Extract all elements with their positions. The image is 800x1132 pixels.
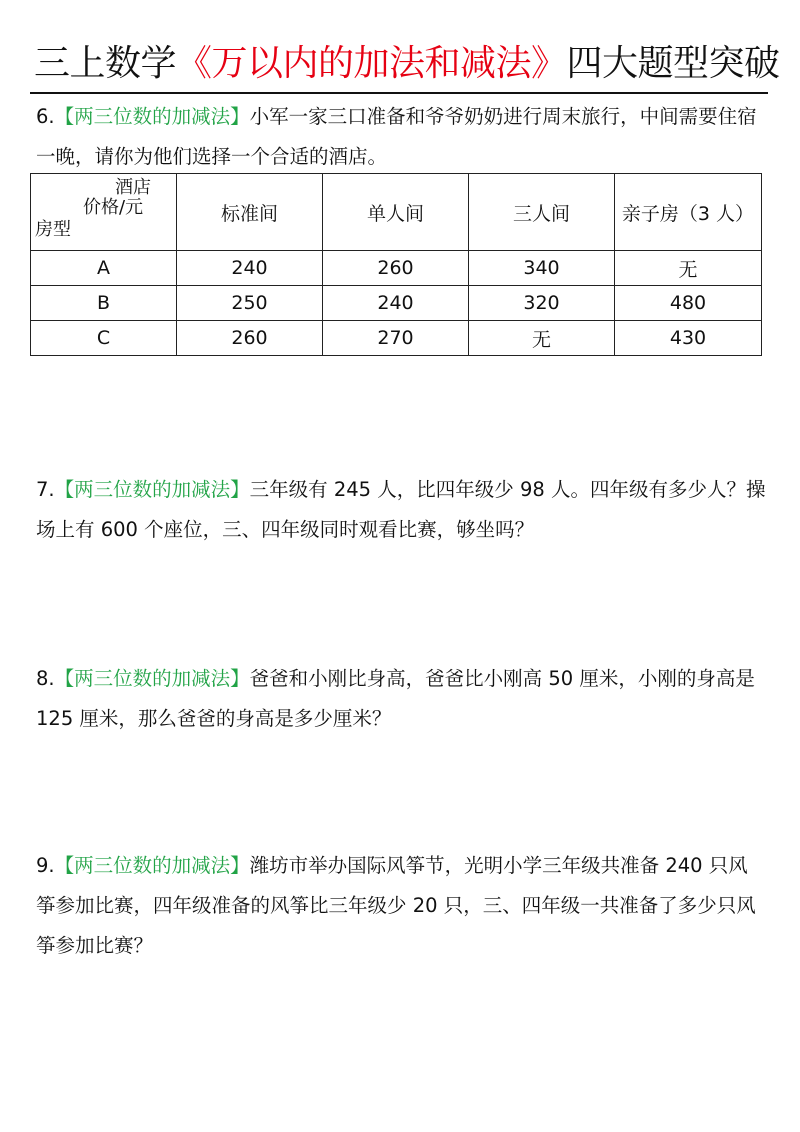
- title-suffix: 四大题型突破: [566, 43, 780, 84]
- table-row: [31, 251, 762, 286]
- column-header: 三人间: [469, 174, 615, 251]
- table-cell: 270: [323, 321, 469, 356]
- question-text: 潍坊市举办国际风筝节，光明小学三年级共准备 240 只风筝参加比赛，四年级准备的风筝比三年级少 20 只，三、四年级一共准备了多少只风筝参加比赛？: [36, 854, 756, 957]
- corner-label-room: 房型: [35, 219, 71, 240]
- row-header-hotel: B: [31, 286, 177, 321]
- column-header: 单人间: [323, 174, 469, 251]
- table-cell: 260: [323, 251, 469, 286]
- table-cell: 240: [323, 286, 469, 321]
- table-cell: 无: [615, 251, 762, 286]
- corner-label-hotel: 酒店: [115, 177, 151, 198]
- column-header: 亲子房（3 人）: [615, 174, 762, 251]
- row-header-hotel: C: [31, 321, 177, 356]
- title-underline: [30, 92, 768, 94]
- table-corner-cell: [31, 174, 177, 251]
- question-text: 三年级有 245 人，比四年级少 98 人。四年级有多少人？操场上有 600 个座位，三、四年级同时观看比赛，够坐吗？: [36, 478, 766, 541]
- table-cell: 250: [177, 286, 323, 321]
- row-header-hotel: A: [31, 251, 177, 286]
- column-header: 标准间: [177, 174, 323, 251]
- question-7: [36, 470, 766, 550]
- question-number: 6.: [36, 105, 55, 128]
- page-title: [34, 38, 780, 90]
- question-tag: 【两三位数的加减法】: [54, 854, 250, 877]
- table-row: [31, 321, 762, 356]
- question-tag: 【两三位数的加减法】: [54, 105, 250, 128]
- table-cell: 430: [615, 321, 762, 356]
- table-row: [31, 286, 762, 321]
- table-cell: 无: [469, 321, 615, 356]
- table-cell: 340: [469, 251, 615, 286]
- title-topic: 《万以内的加法和减法》: [176, 43, 567, 84]
- question-number: 7.: [36, 478, 55, 501]
- title-subject: 三上数学: [34, 43, 177, 84]
- question-text: 爸爸和小刚比身高，爸爸比小刚高 50 厘米，小刚的身高是 125 厘米，那么爸爸的身高是多少厘米？: [36, 667, 755, 730]
- hotel-price-table: [30, 173, 762, 356]
- question-tag: 【两三位数的加减法】: [54, 667, 250, 690]
- question-number: 9.: [36, 854, 55, 877]
- question-text: 小军一家三口准备和爷爷奶奶进行周末旅行，中间需要住宿一晚，请你为他们选择一个合适的酒店。: [36, 105, 757, 168]
- question-number: 8.: [36, 667, 55, 690]
- question-8: [36, 659, 766, 739]
- table-cell: 320: [469, 286, 615, 321]
- question-9: [36, 846, 766, 966]
- corner-label-price: 价格/元: [83, 197, 144, 218]
- question-6: [36, 97, 766, 177]
- table-cell: 240: [177, 251, 323, 286]
- question-tag: 【两三位数的加减法】: [54, 478, 250, 501]
- table-cell: 480: [615, 286, 762, 321]
- table-cell: 260: [177, 321, 323, 356]
- table-header-row: [31, 174, 762, 251]
